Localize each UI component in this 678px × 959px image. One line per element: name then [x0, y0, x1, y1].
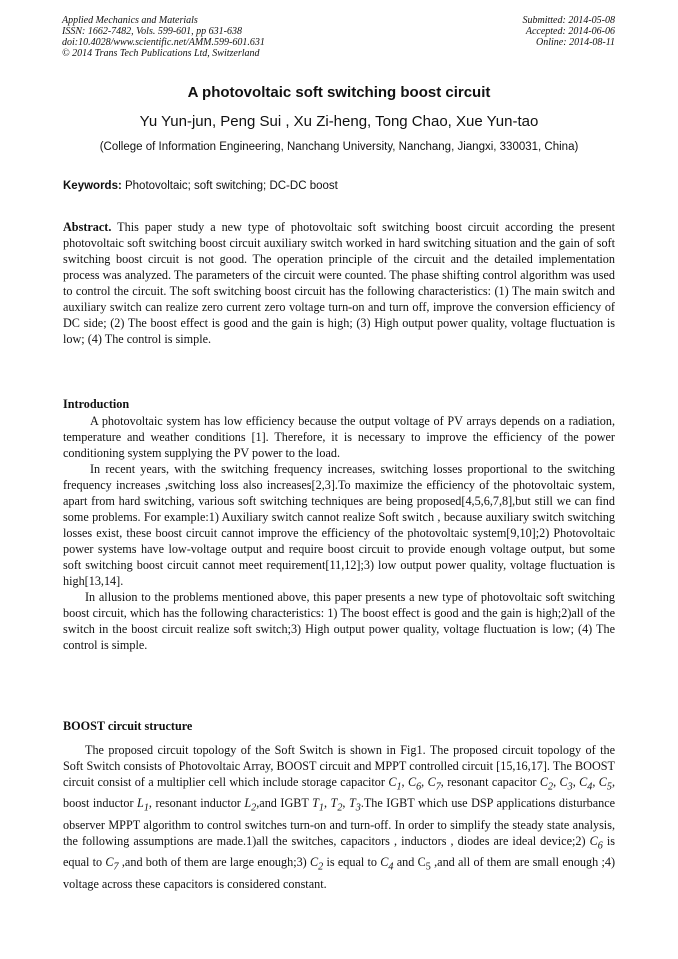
- var-l2: $L_2$: [244, 796, 257, 814]
- var-c7b: $C_7$: [105, 855, 119, 873]
- var-c4: $C_4$: [579, 775, 593, 793]
- var-c6b: $C_6$: [589, 833, 603, 852]
- abstract-label: Abstract.: [63, 220, 112, 234]
- affiliation: (College of Information Engineering, Nanchang University, Nanchang, Jiangxi, 330031, China): [99, 141, 579, 153]
- var-c5b-sub: 5: [425, 861, 431, 873]
- var-t1: $T_1$: [312, 796, 324, 814]
- var-c2b: $C_2$: [310, 855, 324, 873]
- var-c2: $C_2$: [539, 775, 554, 793]
- submitted-date: Submitted: 2014-05-08: [522, 15, 615, 26]
- submission-dates: [523, 15, 616, 48]
- accepted-date: Accepted: 2014-06-06: [525, 26, 615, 37]
- boost-heading: BOOST circuit structure: [63, 719, 193, 733]
- journal-issn: ISSN: 1662-7482, Vols. 599-601, pp 631-638: [62, 26, 242, 37]
- boost-paragraph-1: The proposed circuit topology of the Soft Switch is shown in Fig1. The proposed circuit topology of the Soft Switch consists of Photovoltaic Array, BOOST circuit and MPPT controlled circuit [15,16,17]. The BOOST circuit consist of a multiplier cell which include storage capacitor $C_1$, $C_6$, $C_7$, resonant capacitor $C_2$, $C_3$, $C_4$, $C_5$, boost inductor $L_1$, resonant inductor $L_2,and$ IGBT $T_1$, $T_2$, $T_3.The$ IGBT which use DSP applications disturbance observer MPPT algorithm to control switches turn-on and turn-off. In order to simplify the steady state analysis, the following assumptions are made.1)all the switches, capacitors , inductors , diodes are ideal device;2) $C_6$ is equal to $C_7$ ,and both of them are large enough;3) $C_2$ is equal to $C_4$ and $C_5$ ,and all of them are small enough ;4) voltage across these capacitors is considered constant.: [63, 743, 616, 891]
- introduction-heading: Introduction: [63, 397, 130, 411]
- keywords-text: Photovoltaic; soft switching; DC-DC boost: [121, 180, 338, 192]
- journal-name: Applied Mechanics and Materials: [62, 15, 198, 26]
- var-c5: $C_5$: [598, 775, 612, 793]
- introduction-section: [63, 413, 615, 653]
- boost-text: The proposed circuit topology of the Soft Switch is shown in Fig1. The proposed circuit topology of the Soft Switch consists of Photovoltaic Array, BOOST circuit and MPPT controlled circuit [15,16,17]. The BOOST circuit consist of a multiplier cell which include storage capacitor: [63, 743, 615, 789]
- var-c7: $C_7$: [427, 775, 441, 793]
- online-date: Online: 2014-08-11: [536, 37, 615, 48]
- var-l1: $L_1$: [137, 796, 149, 814]
- var-c3: $C_3$: [559, 775, 573, 793]
- boost-section: [63, 742, 615, 892]
- var-c6: $C_6$: [407, 775, 422, 793]
- intro-paragraph-2: In recent years, with the switching frequency increases, switching losses proportional to the switching frequency increases ,switching loss also increases[2,3].To maximize the efficiency of the photovoltaic system, apart from hard switching, various soft switching techniques are being proposed[4,5,6,7,8],but still we can find some problems. For example:1) Auxiliary switch cannot realize Soft switch , because auxiliary switch switching losses exist, these boost circuit cannot improve the efficiency of the photovoltaic system[9,10];2) Photovoltaic power systems have low-voltage output and require boost circuit to provide enough voltage output, but some soft switching boost circuit cannot meet requirement[11,12];3) low output power quality, voltage fluctuation is high[13,14].: [63, 462, 615, 588]
- keywords-label: Keywords:: [63, 180, 122, 192]
- journal-copyright: © 2014 Trans Tech Publications Ltd, Switzerland: [62, 48, 260, 59]
- paper-title: A photovoltaic soft switching boost circuit: [187, 84, 491, 101]
- journal-info: [62, 15, 265, 59]
- journal-doi: doi:10.4028/www.scientific.net/AMM.599-601.631: [62, 37, 265, 48]
- var-c1: $C_1$: [388, 775, 402, 793]
- intro-paragraph-3: In allusion to the problems mentioned above, this paper presents a new type of photovoltaic soft switching boost circuit, which has the following characteristics: 1) The boost effect is good and the gain is high;2)all of the switch in the boost circuit realize soft switch;3) High output power quality, voltage fluctuation is low; (4) The control is simple.: [63, 590, 615, 652]
- var-t2: $T_2$: [330, 796, 343, 814]
- intro-paragraph-1: A photovoltaic system has low efficiency because the output voltage of PV arrays depends on a radiation, temperature and weather conditions [1]. Therefore, it is necessary to improve the efficiency of the power conditioning system supplying the PV power to the load.: [63, 414, 615, 460]
- var-t3: $T_3$: [348, 796, 361, 814]
- keywords: [63, 180, 338, 192]
- abstract: [63, 219, 615, 347]
- abstract-text: This paper study a new type of photovoltaic soft switching boost circuit according the present photovoltaic soft switching boost circuit auxiliary switch worked in hard switching situation and the gain of soft switching boost circuit is not good. The operation principle of the circuit and the detailed implementation process was analyzed. The parameters of the circuit were counted. The phase shifting control algorithm was used to control the circuit. The soft switching boost circuit has the following characteristics: (1) The main switch and auxiliary switch can realize zero current zero voltage turn-on and turn off, improve the conversion efficiency of DC side; (2) The boost effect is good and the gain is high; (3) High output power quality, voltage fluctuation is low; (4) The control is simple.: [63, 220, 615, 346]
- author-list: Yu Yun-jun, Peng Sui , Xu Zi-heng, Tong Chao, Xue Yun-tao: [139, 113, 539, 130]
- var-c4b: $C_4$: [380, 855, 394, 873]
